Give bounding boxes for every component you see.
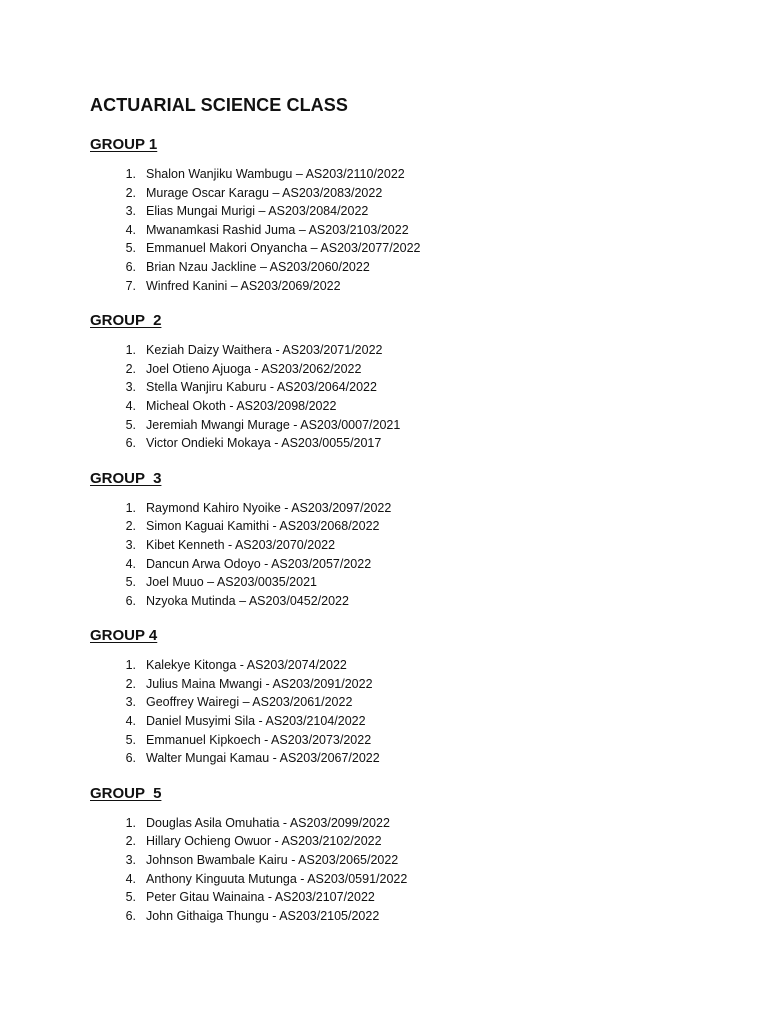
group-title: GROUP 4 — [90, 627, 158, 645]
list-item — [90, 378, 768, 397]
member-entry: Jeremiah Mwangi Murage - AS203/0007/2021 — [146, 417, 401, 432]
list-item-number: 1. — [125, 343, 136, 358]
list-item-number: 3. — [125, 537, 136, 552]
group-title: GROUP 5 — [90, 784, 162, 802]
member-entry: Victor Ondieki Mokaya - AS203/0055/2017 — [146, 436, 382, 451]
member-entry: John Githaiga Thungu - AS203/2105/2022 — [146, 908, 380, 923]
list-item — [90, 165, 768, 184]
list-item — [90, 239, 768, 258]
member-entry: Hillary Ochieng Owuor - AS203/2102/2022 — [146, 834, 382, 849]
member-entry: Raymond Kahiro Nyoike - AS203/2097/2022 — [146, 500, 392, 515]
list-item — [90, 341, 768, 360]
list-item — [90, 712, 768, 731]
list-item-number: 5. — [125, 241, 136, 256]
list-item — [90, 416, 768, 435]
list-item — [90, 749, 768, 768]
list-item — [90, 888, 768, 907]
list-item — [90, 360, 768, 379]
member-entry: Dancun Arwa Odoyo - AS203/2057/2022 — [146, 556, 372, 571]
list-item — [90, 221, 768, 240]
list-item-number: 1. — [125, 500, 136, 515]
list-item-number: 3. — [125, 204, 136, 219]
member-list — [90, 656, 768, 768]
list-item-number: 4. — [125, 222, 136, 237]
group-section — [90, 311, 768, 453]
member-entry: Daniel Musyimi Sila - AS203/2104/2022 — [146, 714, 366, 729]
member-entry: Douglas Asila Omuhatia - AS203/2099/2022 — [146, 815, 390, 830]
member-entry: Mwanamkasi Rashid Juma – AS203/2103/2022 — [146, 222, 409, 237]
list-item — [90, 907, 768, 926]
list-item-number: 4. — [125, 714, 136, 729]
member-list — [90, 341, 768, 453]
member-entry: Murage Oscar Karagu – AS203/2083/2022 — [146, 185, 383, 200]
list-item-number: 4. — [125, 398, 136, 413]
list-item — [90, 870, 768, 889]
group-section — [90, 626, 768, 768]
list-item — [90, 731, 768, 750]
list-item-number: 3. — [125, 380, 136, 395]
group-list — [90, 135, 768, 925]
list-item-number: 3. — [125, 695, 136, 710]
list-item-number: 5. — [125, 890, 136, 905]
group-title: GROUP 2 — [90, 312, 162, 330]
list-item-number: 6. — [125, 751, 136, 766]
list-item — [90, 397, 768, 416]
member-entry: Anthony Kinguuta Mutunga - AS203/0591/2022 — [146, 871, 408, 886]
list-item-number: 2. — [125, 185, 136, 200]
list-item — [90, 814, 768, 833]
list-item-number: 5. — [125, 575, 136, 590]
list-item-number: 6. — [125, 436, 136, 451]
list-item — [90, 555, 768, 574]
group-section — [90, 784, 768, 926]
list-item — [90, 202, 768, 221]
list-item-number: 5. — [125, 732, 136, 747]
member-entry: Simon Kaguai Kamithi - AS203/2068/2022 — [146, 519, 380, 534]
list-item-number: 2. — [125, 834, 136, 849]
list-item — [90, 573, 768, 592]
group-section — [90, 469, 768, 611]
member-entry: Emmanuel Kipkoech - AS203/2073/2022 — [146, 732, 372, 747]
list-item — [90, 592, 768, 611]
member-entry: Walter Mungai Kamau - AS203/2067/2022 — [146, 751, 380, 766]
member-entry: Nzyoka Mutinda – AS203/0452/2022 — [146, 593, 349, 608]
list-item — [90, 499, 768, 518]
member-entry: Kalekye Kitonga - AS203/2074/2022 — [146, 658, 347, 673]
list-item — [90, 184, 768, 203]
member-entry: Peter Gitau Wainaina - AS203/2107/2022 — [146, 890, 375, 905]
list-item-number: 6. — [125, 259, 136, 274]
list-item — [90, 656, 768, 675]
member-entry: Elias Mungai Murigi – AS203/2084/2022 — [146, 204, 369, 219]
list-item — [90, 832, 768, 851]
group-section — [90, 135, 768, 295]
member-entry: Johnson Bwambale Kairu - AS203/2065/2022 — [146, 853, 399, 868]
member-entry: Stella Wanjiru Kaburu - AS203/2064/2022 — [146, 380, 377, 395]
list-item-number: 3. — [125, 853, 136, 868]
list-item-number: 2. — [125, 676, 136, 691]
member-entry: Joel Otieno Ajuoga - AS203/2062/2022 — [146, 361, 362, 376]
member-entry: Emmanuel Makori Onyancha – AS203/2077/2022 — [146, 241, 421, 256]
list-item-number: 6. — [125, 908, 136, 923]
member-entry: Kibet Kenneth - AS203/2070/2022 — [146, 537, 336, 552]
list-item-number: 1. — [125, 658, 136, 673]
list-item — [90, 517, 768, 536]
member-entry: Julius Maina Mwangi - AS203/2091/2022 — [146, 676, 373, 691]
list-item — [90, 434, 768, 453]
document-title: ACTUARIAL SCIENCE CLASS — [90, 95, 348, 115]
list-item-number: 7. — [125, 278, 136, 293]
member-entry: Keziah Daizy Waithera - AS203/2071/2022 — [146, 343, 383, 358]
list-item-number: 1. — [125, 815, 136, 830]
list-item — [90, 277, 768, 296]
list-item-number: 1. — [125, 167, 136, 181]
group-title: GROUP 3 — [90, 469, 162, 487]
member-entry: Geoffrey Wairegi – AS203/2061/2022 — [146, 695, 353, 710]
list-item — [90, 693, 768, 712]
list-item — [90, 536, 768, 555]
list-item-number: 6. — [125, 593, 136, 608]
member-list — [90, 814, 768, 926]
member-entry: Micheal Okoth - AS203/2098/2022 — [146, 398, 337, 413]
list-item-number: 2. — [125, 519, 136, 534]
list-item-number: 2. — [125, 361, 136, 376]
member-entry: Shalon Wanjiku Wambugu – AS203/2110/2022 — [146, 167, 405, 181]
member-list — [90, 165, 768, 295]
list-item-number: 5. — [125, 417, 136, 432]
list-item-number: 4. — [125, 871, 136, 886]
member-list — [90, 499, 768, 611]
group-title: GROUP 1 — [90, 136, 158, 153]
member-entry: Joel Muuo – AS203/0035/2021 — [146, 575, 317, 590]
member-entry: Winfred Kanini – AS203/2069/2022 — [146, 278, 341, 293]
list-item — [90, 258, 768, 277]
list-item-number: 4. — [125, 556, 136, 571]
list-item — [90, 851, 768, 870]
list-item — [90, 675, 768, 694]
member-entry: Brian Nzau Jackline – AS203/2060/2022 — [146, 259, 370, 274]
